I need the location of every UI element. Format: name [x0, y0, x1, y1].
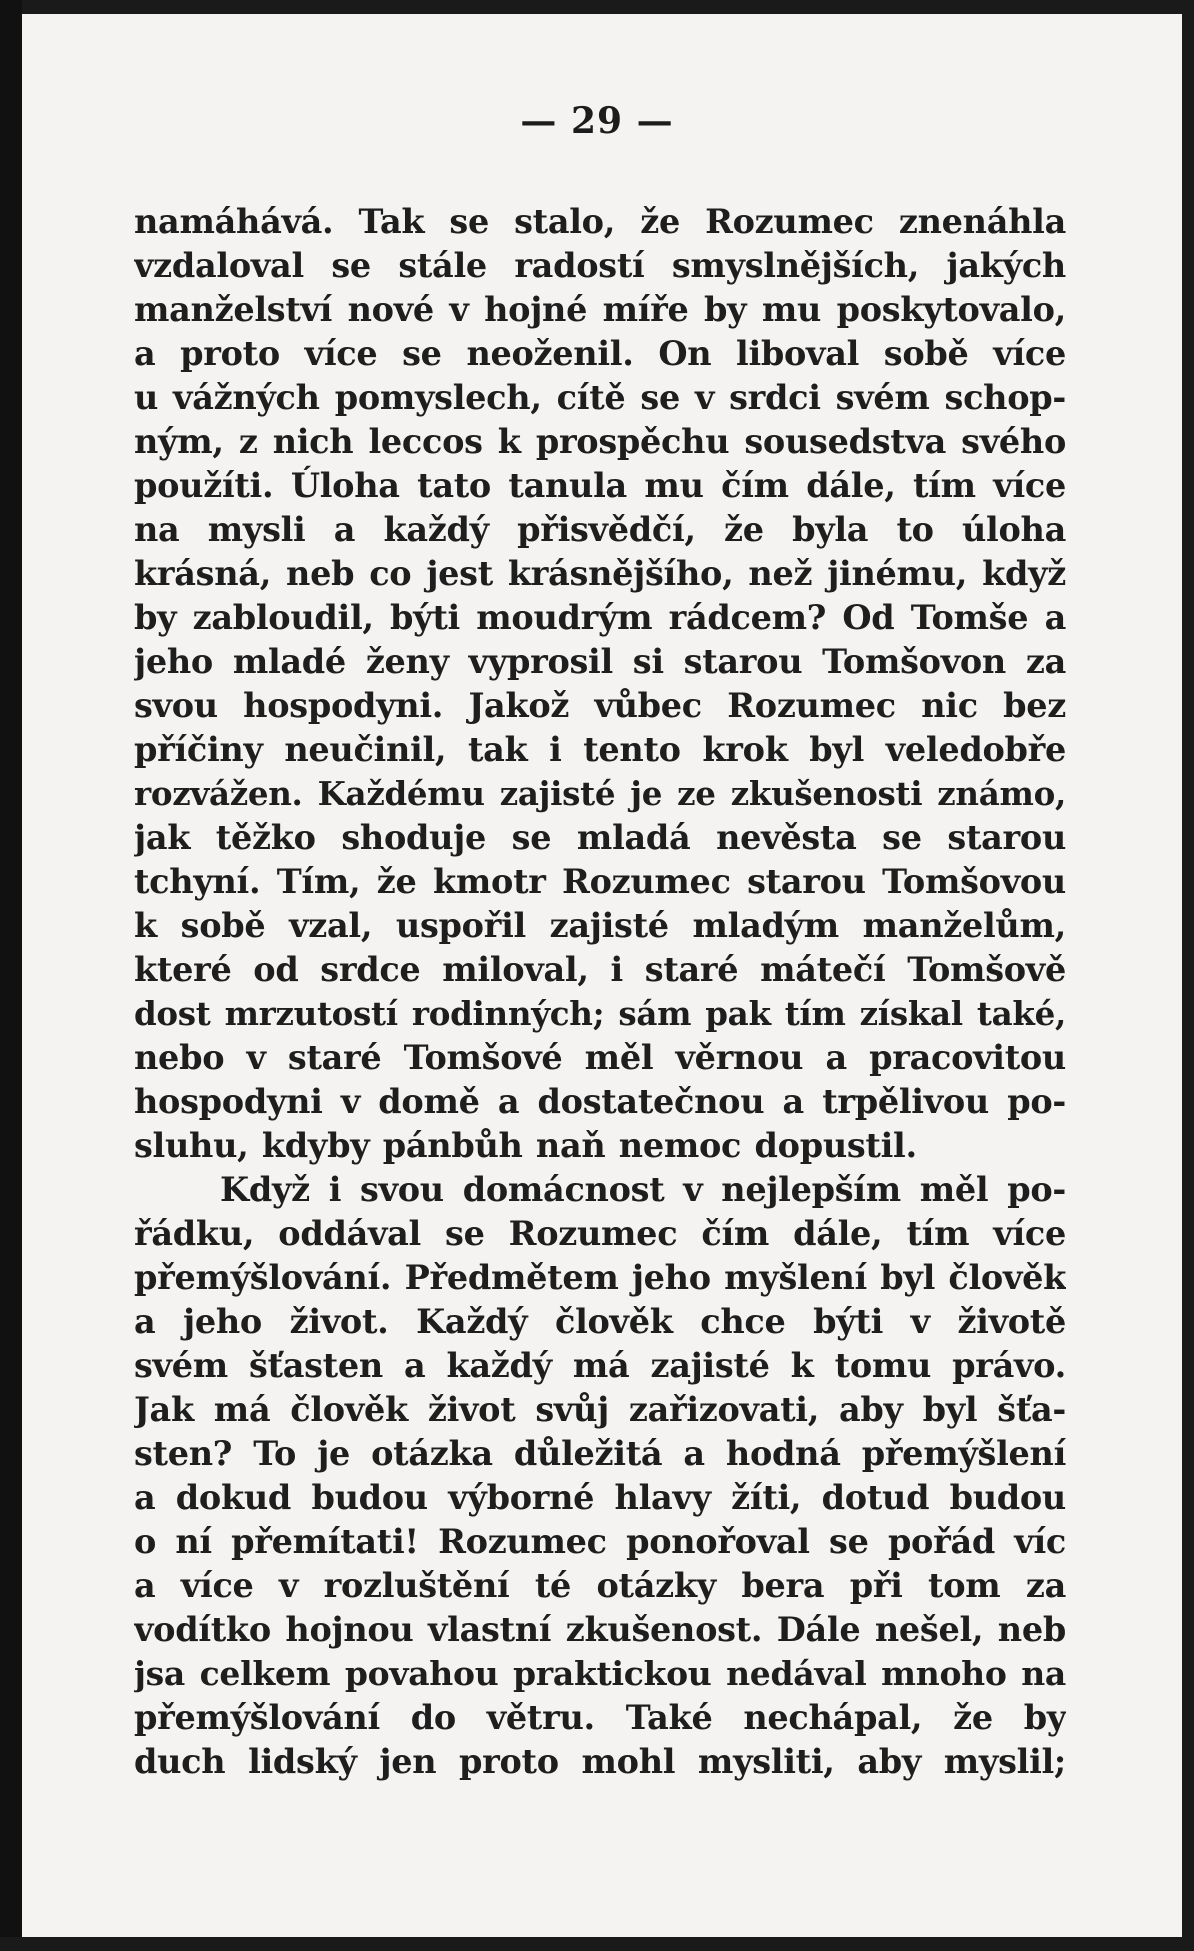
text-line: krásná, neb co jest krásnějšího, než jinému, když: [134, 554, 1066, 593]
text-line: manželství nové v hojné míře by mu poskytovalo,: [134, 290, 1066, 329]
text-line: k sobě vzal, uspořil zajisté mladým manželům,: [134, 906, 1066, 945]
text-line: svém šťasten a každý má zajisté k tomu právo.: [134, 1346, 1066, 1385]
text-line: namáhává. Tak se stalo, že Rozumec znenáhla: [134, 202, 1066, 241]
text-line: dost mrzutostí rodinných; sám pak tím získal také,: [134, 994, 1066, 1033]
text-line: hospodyni v domě a dostatečnou a trpělivou po-: [134, 1082, 1066, 1121]
text-line: na mysli a každý přisvědčí, že byla to úloha: [134, 510, 1066, 549]
text-line: příčiny neučinil, tak i tento krok byl veledobře: [134, 730, 1066, 769]
text-line: Jak má člověk život svůj zařizovati, aby byl šťa-: [134, 1390, 1066, 1429]
text-line: jeho mladé ženy vyprosil si starou Tomšovon za: [134, 642, 1066, 681]
scan-border-right: [1182, 0, 1194, 1951]
text-line: přemýšlování do větru. Také nechápal, že by: [134, 1698, 1066, 1737]
text-line: vzdaloval se stále radostí smyslnějších, jakých: [134, 246, 1066, 285]
text-line: duch lidský jen proto mohl mysliti, aby myslil;: [134, 1742, 1066, 1781]
text-line: a proto více se neoženil. On liboval sobě více: [134, 334, 1066, 373]
text-line: řádku, oddával se Rozumec čím dále, tím více: [134, 1214, 1066, 1253]
page-number: — 29 —: [520, 100, 674, 142]
text-line: u vážných pomyslech, cítě se v srdci svém schop-: [134, 378, 1066, 417]
body-text: [134, 200, 1066, 1784]
scan-border-bottom: [0, 1937, 1194, 1951]
text-line: jak těžko shoduje se mladá nevěsta se starou: [134, 818, 1066, 857]
text-line: které od srdce miloval, i staré mátečí Tomšově: [134, 950, 1066, 989]
text-line: sten? To je otázka důležitá a hodná přemýšlení: [134, 1434, 1066, 1473]
text-line: a jeho život. Každý člověk chce býti v životě: [134, 1302, 1066, 1341]
text-line: sluhu, kdyby pánbůh naň nemoc dopustil.: [134, 1126, 917, 1165]
text-line: ným, z nich leccos k prospěchu sousedstva svého: [134, 422, 1066, 461]
scan-border-top: [0, 0, 1194, 14]
text-line: Když i svou domácnost v nejlepším měl po-: [220, 1170, 1066, 1209]
text-line: rozvážen. Každému zajisté je ze zkušenosti známo,: [134, 774, 1066, 813]
scan-border-left: [0, 0, 22, 1951]
text-line: jsa celkem povahou praktickou nedával mnoho na: [134, 1654, 1066, 1693]
text-line: použíti. Úloha tato tanula mu čím dále, tím více: [134, 466, 1066, 505]
text-line: o ní přemítati! Rozumec ponořoval se pořád víc: [134, 1522, 1066, 1561]
text-line: přemýšlování. Předmětem jeho myšlení byl člověk: [134, 1258, 1066, 1297]
text-line: vodítko hojnou vlastní zkušenost. Dále nešel, neb: [134, 1610, 1066, 1649]
text-line: by zabloudil, býti moudrým rádcem? Od Tomše a: [134, 598, 1066, 637]
text-line: a více v rozluštění té otázky bera při tom za: [134, 1566, 1066, 1605]
text-line: tchyní. Tím, že kmotr Rozumec starou Tomšovou: [134, 862, 1066, 901]
text-line: nebo v staré Tomšové měl věrnou a pracovitou: [134, 1038, 1066, 1077]
text-line: a dokud budou výborné hlavy žíti, dotud budou: [134, 1478, 1066, 1517]
text-line: svou hospodyni. Jakož vůbec Rozumec nic bez: [134, 686, 1066, 725]
